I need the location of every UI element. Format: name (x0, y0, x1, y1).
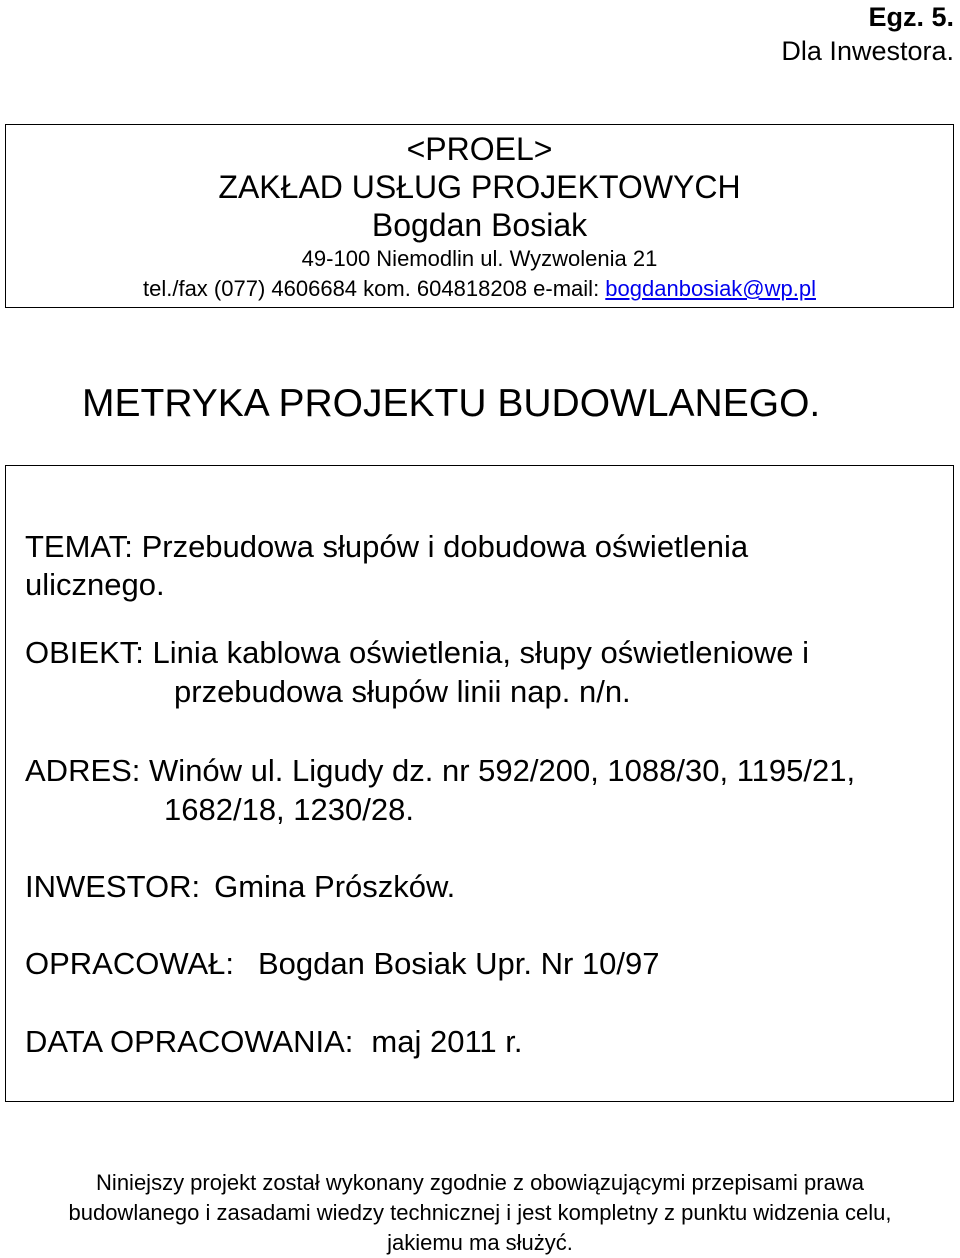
company-code: <PROEL> (406, 131, 553, 167)
obiekt-value-line2: przebudowa słupów linii nap. n/n. (174, 674, 631, 709)
adres-label: ADRES: (25, 753, 141, 788)
opracowal-label: OPRACOWAŁ: (25, 946, 234, 981)
temat-value-line2: ulicznego. (25, 567, 165, 602)
company-owner: Bogdan Bosiak (371, 207, 588, 243)
copy-info (781, 0, 954, 68)
adres-value-line2: 1682/18, 1230/28. (164, 792, 414, 827)
inwestor-field (25, 868, 455, 905)
company-name: ZAKŁAD USŁUG PROJEKTOWYCH (218, 169, 741, 205)
data-opracowania-value: maj 2011 r. (371, 1024, 523, 1059)
metryka-box (5, 465, 954, 1102)
obiekt-value-line1: Linia kablowa oświetlenia, słupy oświetleniowe i (152, 635, 810, 670)
temat-value-line1: Przebudowa słupów i dobudowa oświetlenia (141, 529, 749, 564)
temat-field (25, 528, 748, 565)
document-title: METRYKA PROJEKTU BUDOWLANEGO. (82, 382, 821, 425)
opracowal-field (25, 945, 660, 982)
inwestor-label: INWESTOR: (25, 869, 201, 904)
company-address: 49-100 Niemodlin ul. Wyzwolenia 21 (301, 246, 658, 271)
footer-note: Niniejszy projekt został wykonany zgodnie z obowiązującymi przepisami prawa budowlanego i zasadami wiedzy technicznej i jest kompletny z punktu widzenia celu, jakiemu ma służyć. (68, 1170, 892, 1255)
copy-recipient: Dla Inwestora. (781, 36, 954, 66)
copy-number: Egz. 5. (868, 2, 954, 32)
company-contact-text: tel./fax (077) 4606684 kom. 604818208 e-mail: (143, 276, 606, 301)
company-header-box (5, 124, 954, 308)
company-contact (6, 274, 953, 304)
inwestor-value: Gmina Prószków. (214, 869, 456, 904)
obiekt-field (25, 634, 809, 671)
adres-value-line1: Winów ul. Ligudy dz. nr 592/200, 1088/30, 1195/21, (149, 753, 856, 788)
adres-field (25, 752, 855, 789)
data-opracowania-field (25, 1023, 522, 1060)
obiekt-label: OBIEKT: (25, 635, 144, 670)
email-link[interactable]: bogdanbosiak@wp.pl (605, 276, 816, 301)
data-opracowania-label: DATA OPRACOWANIA: (25, 1024, 354, 1059)
opracowal-value: Bogdan Bosiak Upr. Nr 10/97 (258, 946, 660, 981)
temat-label: TEMAT: (25, 529, 133, 564)
